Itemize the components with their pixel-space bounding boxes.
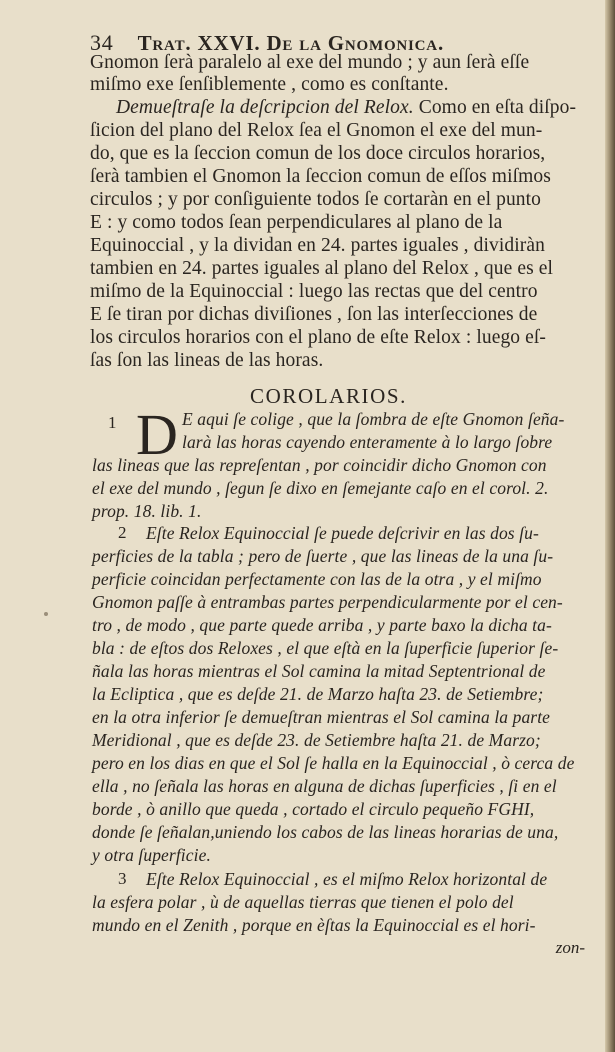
corollary-line: ñala las horas mientras el Sol camina la mitad Septentrional de [92, 661, 546, 681]
running-title: Trat. XXVI. De la Gnomonica. [137, 31, 444, 55]
body-line: tambien en 24. partes iguales al plano del Relox , que es el [90, 258, 554, 279]
body-line: Equinoccial , y la dividan en 24. partes iguales , dividiràn [90, 235, 545, 256]
corollary-line: las lineas que las repreſentan , por coincidir dicho Gnomon con [92, 455, 547, 475]
corollary-line: Meridional , que es deſde 23. de Setiembre haſta 21. de Marzo; [92, 730, 541, 750]
corollary-line: ella , no ſeñala las horas en alguna de dichas ſuperficies , ſi en el [92, 776, 557, 796]
corollary-line: larà las horas cayendo enteramente à lo largo ſobre [182, 432, 553, 452]
corollary-line: perficies de la tabla ; pero de ſuerte , que las lineas de la una ſu- [92, 546, 554, 566]
corollary-line: perficie coincidan perfectamente con las de la otra , y el miſmo [92, 569, 542, 589]
corollary-line: borde , ò anillo que queda , cortado el circulo pequeño FGHI, [92, 799, 535, 819]
corollary-number: 1 [108, 413, 117, 432]
corollary-number: 2 [118, 523, 127, 542]
body-line: E ſe tiran por dichas diviſiones , ſon las interſecciones de [90, 304, 538, 325]
body-line: E : y como todos ſean perpendiculares al plano de la [90, 212, 503, 233]
body-line: Gnomon ſerà paralelo al exe del mundo ; y aun ſerà eſſe [90, 52, 530, 73]
corollary-line: prop. 18. lib. 1. [92, 501, 202, 521]
corollary-line: el exe del mundo , ſegun ſe dixo en ſemejante caſo en el corol. 2. [92, 478, 549, 498]
section-title: COROLARIOS. [250, 384, 408, 408]
corollary-line: mundo en el Zenith , porque en èſtas la Equinoccial es el hori- [92, 915, 536, 935]
corollary-line: Eſte Relox Equinoccial ſe puede deſcrivir en las dos ſu- [146, 523, 539, 543]
catchword: zon- [555, 938, 585, 957]
body-line: circulos ; y por conſiguiente todos ſe cortaràn en el punto [90, 189, 542, 210]
body-line: ſicion del plano del Relox ſea el Gnomon el exe del mun- [90, 120, 543, 141]
body-line: ſas ſon las lineas de las horas. [90, 350, 324, 371]
corollary-line: tro , de modo , que parte quede arriba , y parte baxo la dicha ta- [92, 615, 552, 635]
corollary-number: 3 [118, 869, 127, 888]
body-text: Como en eſta diſpo- [418, 97, 577, 118]
body-line: miſmo de la Equinoccial : luego las rectas que del centro [90, 281, 538, 302]
corollary-line: bla : de eſtos dos Reloxes , el que eſtà en la ſuperficie ſuperior ſe- [92, 638, 559, 658]
corollary-line: y otra ſuperficie. [92, 845, 211, 865]
demonstration-heading: Demueſtraſe la deſcripcion del Relox. [116, 97, 414, 118]
corollary-line: la esfera polar , ù de aquellas tierras que tienen el polo del [92, 892, 514, 912]
drop-cap: D [136, 402, 178, 467]
body-line: miſmo exe ſenſiblemente , como es conſtante. [90, 74, 449, 95]
corollary-line: en la otra inferior ſe demueſtran mientras el Sol camina la parte [92, 707, 551, 727]
corollary-line: la Ecliptica , que es deſde 21. de Marzo haſta 23. de Setiembre; [92, 684, 544, 704]
body-line: do, que es la ſeccion comun de los doce circulos horarios, [90, 143, 546, 164]
body-line-first [116, 97, 576, 119]
corollary-line: Eſte Relox Equinoccial , es el miſmo Relox horizontal de [146, 869, 548, 889]
corollary-line: Gnomon paſſe à entrambas partes perpendicularmente por el cen- [92, 592, 563, 612]
book-spine-edge [605, 0, 615, 1052]
corollary-line: E aqui ſe colige , que la ſombra de eſte Gnomon ſeña- [182, 409, 565, 429]
corollary-line: donde ſe ſeñalan,uniendo los cabos de las lineas horarias de una, [92, 822, 559, 842]
page-number: 34 [90, 30, 114, 55]
corollary-line: pero en los dias en que el Sol ſe halla en la Equinoccial , ò cerca de [92, 753, 575, 773]
body-line: los circulos horarios con el plano de eſte Relox : luego eſ- [90, 327, 546, 348]
paper-speck [44, 612, 48, 616]
body-line: ſerà tambien el Gnomon la ſeccion comun de eſſos miſmos [90, 166, 551, 187]
